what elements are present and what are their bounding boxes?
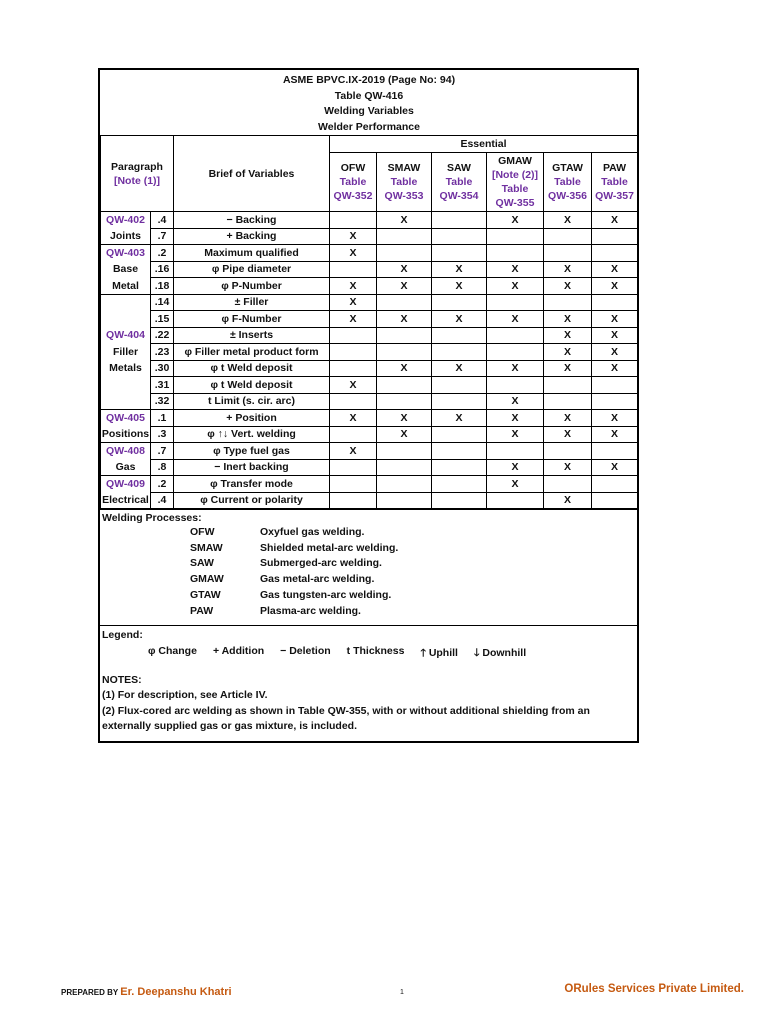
essential-mark (592, 443, 638, 460)
essential-mark (592, 393, 638, 410)
paragraph-group-label: Electrical (102, 494, 149, 506)
paragraph-label: Paragraph (111, 160, 163, 173)
paragraph-group-label: Metal (112, 279, 139, 292)
essential-mark (330, 360, 377, 377)
process-code: PAW (190, 604, 214, 617)
table-label: Table (601, 176, 628, 188)
process-name: OFW (340, 162, 366, 174)
process-column-header (330, 153, 377, 212)
variable-number: .2 (151, 476, 174, 493)
variable-number: .32 (151, 393, 174, 410)
paragraph-cell (101, 311, 151, 328)
essential-mark (432, 377, 487, 394)
title-line: ASME BPVC.IX-2019 (Page No: 94) (282, 74, 456, 86)
essential-mark: X (592, 426, 638, 443)
essential-mark: X (487, 278, 544, 295)
essential-mark (544, 476, 592, 493)
variable-description: − Inert backing (174, 459, 330, 476)
essential-mark: X (544, 459, 592, 476)
essential-mark (487, 344, 544, 361)
essential-mark (592, 245, 638, 262)
essential-mark: X (592, 344, 638, 361)
table-row (101, 492, 638, 509)
essential-mark: X (330, 278, 377, 295)
essential-mark (432, 426, 487, 443)
paragraph-cell (101, 426, 151, 443)
note-item: (1) For description, see Article IV. (102, 689, 268, 702)
variable-number: .18 (151, 278, 174, 295)
table-row (101, 410, 638, 427)
essential-mark (330, 344, 377, 361)
variable-description: φ Type fuel gas (174, 443, 330, 460)
variable-description: φ Transfer mode (174, 476, 330, 493)
variable-number: .23 (151, 344, 174, 361)
essential-mark (330, 476, 377, 493)
essential-mark: X (377, 311, 432, 328)
table-body (101, 212, 638, 509)
essential-mark (592, 294, 638, 311)
table-label: Table (501, 183, 529, 195)
process-row (102, 556, 635, 572)
process-column-header (592, 153, 638, 212)
notes-title: NOTES: (102, 673, 142, 686)
essential-mark (377, 344, 432, 361)
paragraph-cell (101, 393, 151, 410)
process-row (102, 524, 635, 540)
essential-mark (544, 377, 592, 394)
essential-mark: X (377, 410, 432, 427)
process-code: SMAW (190, 541, 223, 554)
welding-processes-section (100, 509, 637, 625)
essential-mark: X (544, 327, 592, 344)
essential-mark (487, 377, 544, 394)
variable-number: .2 (151, 245, 174, 262)
paragraph-cell (101, 476, 151, 493)
paragraph-cell (101, 360, 151, 377)
essential-mark (330, 393, 377, 410)
paragraph-code: QW-408 (106, 445, 145, 457)
essential-mark: X (592, 311, 638, 328)
variable-description: + Position (174, 410, 330, 427)
variable-description: φ P-Number (174, 278, 330, 295)
variable-number: .8 (151, 459, 174, 476)
essential-mark: X (330, 410, 377, 427)
essential-mark: X (592, 278, 638, 295)
paragraph-code: QW-404 (106, 329, 145, 342)
essential-mark: X (487, 476, 544, 493)
essential-header: Essential (330, 136, 638, 153)
notes-section (100, 671, 637, 741)
variable-number: .14 (151, 294, 174, 311)
process-description: Shielded metal-arc welding. (260, 541, 399, 554)
essential-mark (487, 492, 544, 509)
essential-mark (377, 228, 432, 245)
variable-description: t Limit (s. cir. arc) (174, 393, 330, 410)
process-name: SAW (447, 162, 471, 174)
variable-description: − Backing (174, 212, 330, 229)
table-row (101, 228, 638, 245)
prepared-by-label: PREPARED BY (61, 988, 119, 997)
paragraph-cell (101, 410, 151, 427)
essential-mark (592, 377, 638, 394)
variable-number: .7 (151, 443, 174, 460)
essential-mark: X (592, 410, 638, 427)
variable-number: .16 (151, 261, 174, 278)
process-row (102, 603, 635, 619)
process-name: PAW (602, 162, 627, 174)
table-row (101, 344, 638, 361)
essential-mark: X (544, 344, 592, 361)
table-row (101, 245, 638, 262)
essential-mark: X (544, 426, 592, 443)
table-label: Table (339, 176, 367, 188)
paragraph-cell (101, 261, 151, 278)
essential-mark: X (330, 443, 377, 460)
essential-mark: X (487, 410, 544, 427)
table-ref: QW-357 (595, 190, 634, 202)
table-label: Table (554, 176, 581, 188)
welding-processes-list (102, 524, 635, 619)
paragraph-cell (101, 228, 151, 245)
table-ref: QW-353 (384, 190, 424, 202)
essential-mark: X (330, 228, 377, 245)
paragraph-cell (101, 212, 151, 229)
legend-item: φ Change (148, 644, 197, 657)
process-row (102, 571, 635, 587)
variable-description: φ Current or polarity (174, 492, 330, 509)
variable-description: Maximum qualified (174, 245, 330, 262)
table-ref: QW-352 (333, 190, 373, 202)
variable-number: .4 (151, 212, 174, 229)
title-line: Welding Variables (324, 105, 414, 117)
paragraph-cell (101, 459, 151, 476)
essential-mark (377, 492, 432, 509)
legend-item: − Deletion (280, 644, 331, 657)
process-name: SMAW (387, 162, 421, 174)
essential-mark: X (487, 459, 544, 476)
paragraph-cell (101, 344, 151, 361)
legend-item: 🡑 Uphill (420, 646, 458, 659)
variable-description: ± Filler (174, 294, 330, 311)
paragraph-cell (101, 245, 151, 262)
process-column-header (377, 153, 432, 212)
essential-mark (377, 327, 432, 344)
legend-item: t Thickness (346, 644, 405, 657)
essential-mark (377, 294, 432, 311)
process-code: OFW (190, 525, 215, 538)
variable-number: .15 (151, 311, 174, 328)
paragraph-header (101, 136, 174, 212)
table-row (101, 360, 638, 377)
paragraph-group-label: Joints (110, 230, 141, 242)
essential-mark: X (544, 492, 592, 509)
essential-mark (544, 294, 592, 311)
paragraph-code: QW-405 (106, 412, 145, 424)
process-code: GTAW (190, 589, 221, 602)
variable-description: ± Inserts (174, 327, 330, 344)
table-row (101, 426, 638, 443)
welding-processes-title: Welding Processes: (102, 512, 202, 524)
legend-title: Legend: (102, 628, 143, 641)
essential-mark: X (544, 212, 592, 229)
essential-mark (592, 476, 638, 493)
process-row (102, 587, 635, 603)
variable-number: .1 (151, 410, 174, 427)
essential-mark: X (432, 360, 487, 377)
title-line: Table QW-416 (334, 89, 404, 102)
essential-mark: X (487, 261, 544, 278)
table-row (101, 311, 638, 328)
paragraph-cell (101, 278, 151, 295)
welding-variables-table (100, 70, 638, 509)
variable-number: .7 (151, 228, 174, 245)
essential-mark: X (487, 393, 544, 410)
essential-mark (544, 245, 592, 262)
essential-mark: X (432, 261, 487, 278)
essential-mark: X (544, 311, 592, 328)
essential-mark (432, 459, 487, 476)
process-description: Gas tungsten-arc welding. (260, 589, 392, 602)
essential-mark (377, 393, 432, 410)
essential-mark (432, 344, 487, 361)
legend-items (148, 645, 635, 663)
essential-mark (330, 327, 377, 344)
essential-mark: X (377, 360, 432, 377)
table-row (101, 294, 638, 311)
variable-number: .4 (151, 492, 174, 509)
process-name: GTAW (552, 162, 583, 174)
essential-mark: X (487, 212, 544, 229)
process-name: GMAW (498, 155, 532, 167)
essential-mark: X (544, 360, 592, 377)
process-column-header (544, 153, 592, 212)
essential-mark: X (330, 311, 377, 328)
variable-description: φ F-Number (174, 311, 330, 328)
process-description: Submerged-arc welding. (260, 557, 382, 570)
paragraph-code: QW-409 (106, 478, 145, 490)
variable-description: φ Pipe diameter (174, 261, 330, 278)
essential-mark (432, 492, 487, 509)
table-label: Table (390, 176, 418, 188)
essential-mark (377, 459, 432, 476)
brief-header: Brief of Variables (174, 136, 330, 212)
paragraph-group-label: Metals (109, 362, 142, 375)
essential-mark: X (377, 278, 432, 295)
process-note: [Note (2)] (491, 169, 539, 181)
paragraph-group-label: Base (112, 263, 139, 276)
essential-mark (487, 228, 544, 245)
essential-mark (592, 228, 638, 245)
essential-mark: X (377, 212, 432, 229)
paragraph-code: QW-403 (106, 247, 145, 259)
essential-mark (432, 476, 487, 493)
essential-mark (487, 327, 544, 344)
essential-mark: X (544, 278, 592, 295)
variable-number: .30 (151, 360, 174, 377)
table-row (101, 459, 638, 476)
paragraph-cell (101, 294, 151, 311)
essential-mark (432, 212, 487, 229)
legend-item: 🡓 Downhill (473, 646, 527, 659)
process-row (102, 540, 635, 556)
variable-description: φ ↑↓ Vert. welding (174, 426, 330, 443)
essential-mark: X (432, 410, 487, 427)
essential-mark: X (330, 377, 377, 394)
essential-mark (432, 443, 487, 460)
legend-section (100, 625, 637, 671)
table-row (101, 443, 638, 460)
essential-mark (330, 212, 377, 229)
footer-prepared-by (61, 986, 232, 998)
essential-mark (377, 443, 432, 460)
legend-item: + Addition (212, 644, 265, 657)
essential-mark (377, 245, 432, 262)
table-label: Table (445, 176, 473, 188)
essential-mark: X (592, 360, 638, 377)
table-ref: QW-355 (495, 197, 535, 209)
essential-mark (487, 245, 544, 262)
process-code: SAW (190, 557, 214, 570)
variable-number: .31 (151, 377, 174, 394)
essential-mark (330, 426, 377, 443)
variable-description: φ t Weld deposit (174, 377, 330, 394)
essential-mark (330, 261, 377, 278)
essential-mark (544, 393, 592, 410)
author-name: Er. Deepanshu Khatri (120, 986, 232, 998)
page-number: 1 (400, 989, 404, 996)
table-row (101, 393, 638, 410)
table-ref: QW-354 (439, 190, 479, 202)
process-code: GMAW (190, 573, 224, 586)
essential-mark (544, 228, 592, 245)
essential-mark: X (592, 212, 638, 229)
title-line: Welder Performance (318, 120, 420, 133)
essential-mark (487, 443, 544, 460)
process-column-header (432, 153, 487, 212)
essential-mark (487, 294, 544, 311)
essential-mark: X (544, 410, 592, 427)
table-row (101, 476, 638, 493)
paragraph-cell (101, 443, 151, 460)
paragraph-group-label: Positions (101, 428, 150, 440)
essential-mark: X (592, 327, 638, 344)
paragraph-note: [Note (1)] (113, 174, 161, 187)
table-row (101, 261, 638, 278)
paragraph-group-label: Gas (115, 461, 136, 473)
essential-mark (432, 228, 487, 245)
paragraph-cell (101, 492, 151, 509)
essential-mark (544, 443, 592, 460)
table-row (101, 212, 638, 229)
essential-mark: X (432, 278, 487, 295)
essential-mark: X (377, 426, 432, 443)
essential-mark: X (487, 360, 544, 377)
essential-mark (330, 459, 377, 476)
table-title (101, 70, 638, 136)
paragraph-cell (101, 377, 151, 394)
essential-mark: X (544, 261, 592, 278)
table-ref: QW-356 (548, 190, 587, 202)
welding-variables-document (98, 68, 639, 743)
table-row (101, 278, 638, 295)
paragraph-cell (101, 327, 151, 344)
process-description: Gas metal-arc welding. (260, 573, 375, 586)
essential-mark: X (592, 459, 638, 476)
essential-mark: X (330, 294, 377, 311)
essential-mark (432, 327, 487, 344)
variable-description: φ Filler metal product form (174, 344, 330, 361)
process-description: Oxyfuel gas welding. (260, 525, 365, 538)
essential-mark: X (330, 245, 377, 262)
essential-mark: X (592, 261, 638, 278)
variable-description: + Backing (174, 228, 330, 245)
paragraph-code: QW-402 (106, 214, 145, 226)
essential-mark (432, 245, 487, 262)
essential-mark: X (487, 311, 544, 328)
essential-mark: X (487, 426, 544, 443)
essential-mark (432, 393, 487, 410)
essential-mark (432, 294, 487, 311)
table-row (101, 327, 638, 344)
essential-mark (330, 492, 377, 509)
essential-mark (377, 377, 432, 394)
variable-description: φ t Weld deposit (174, 360, 330, 377)
essential-mark (592, 492, 638, 509)
variable-number: .22 (151, 327, 174, 344)
essential-mark: X (432, 311, 487, 328)
process-column-header (487, 153, 544, 212)
paragraph-group-label: Filler (112, 345, 139, 358)
variable-number: .3 (151, 426, 174, 443)
table-row (101, 377, 638, 394)
note-item: (2) Flux-cored arc welding as shown in Table QW-355, with or without additional shielding from an externally supplied gas or gas mixture, is included. (102, 704, 590, 733)
essential-mark (377, 476, 432, 493)
company-name: ORules Services Private Limited. (564, 983, 744, 995)
process-description: Plasma-arc welding. (260, 604, 361, 617)
essential-mark: X (377, 261, 432, 278)
